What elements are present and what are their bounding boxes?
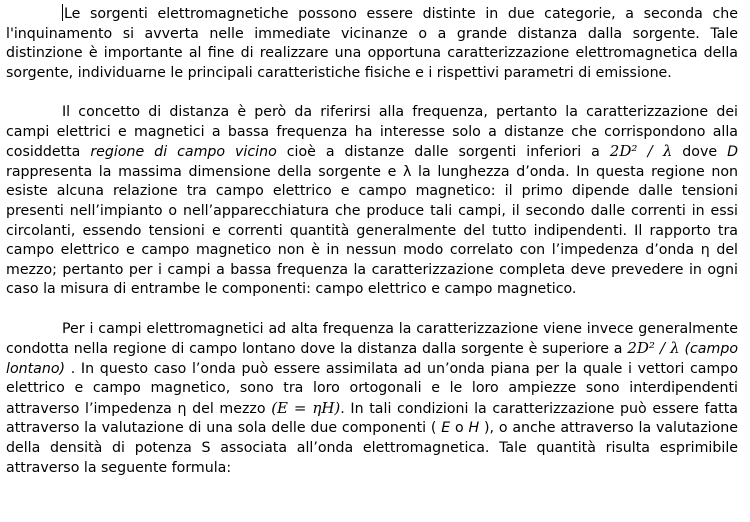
p3-text-1: Per i campi elettromagnetici ad alta frequenza la caratterizzazione viene invece generalmente condotta nella regione di campo lontano dove la distanza dalla sorgente è superiore a xyxy=(6,320,738,358)
p3-symbol-H: H xyxy=(468,420,480,437)
p2-text-4: rappresenta la massima dimensione della sorgente e λ la lunghezza d’onda. In questa regione non esiste alcuna relazione tra campo elettrico e campo magnetico: il primo dipende dalle tensioni presenti nell’impianto o nell’apparecchiatura che produce tali campi, il secondo dalle correnti in essi circolanti, essendo tensioni e correnti quantità generalmente del tutto indipendenti. Il rapporto tra campo elettrico e campo magnetico non è in nessun modo correlato con l’impedenza d’onda η del mezzo; pertanto per i campi a bassa frequenza la caratterizzazione completa deve prevedere in ogni caso la misura di entrambe le componenti: campo elettrico e campo magnetico. xyxy=(6,163,738,298)
paragraph-far-field xyxy=(6,320,738,479)
p2-term-near-field: regione di campo vicino xyxy=(90,144,277,161)
text-cursor xyxy=(62,4,63,21)
paragraph-gap xyxy=(6,83,738,103)
p3-formula-distance: 2D² / λ xyxy=(627,339,680,358)
p3-text-2: . In questo caso l’onda può essere assimilata ad un’onda piana per la quale i vettori campo elettrico e campo magnetico, sono tra loro ortogonali e le loro ampiezze sono interdipendenti attraverso l’impedenza η del mezzo xyxy=(6,360,738,417)
document-page xyxy=(6,4,738,478)
paragraph-near-field xyxy=(6,103,738,300)
p3-term-far-field: (campo lontano) xyxy=(6,341,739,377)
p3-symbol-E: E xyxy=(441,420,451,437)
p3-formula-impedance: (E = ηH) xyxy=(271,398,341,417)
p3-text-3: . In tali condizioni la caratterizzazione può essere fatta attraverso la valutazione di una sola delle due componenti ( xyxy=(6,400,738,437)
paragraph-gap xyxy=(6,300,738,320)
p3-text-5: ), o anche attraverso la valutazione della densità di potenza S associata all’onda elettromagnetica. Tale quantità risulta esprimibile attraverso la seguente formula: xyxy=(6,420,739,476)
p2-text-3: dove xyxy=(672,144,728,161)
p3-text-4: o xyxy=(450,420,469,437)
p2-text-1: Il concetto di distanza è però da riferirsi alla frequenza, pertanto la caratterizzazione dei campi elettrici e magnetici a bassa frequenza ha interesse solo a distanze che corrispondono alla cosiddetta xyxy=(6,103,738,161)
p2-text-2: cioè a distanze dalle sorgenti inferiori a xyxy=(276,144,610,161)
paragraph-1-text: Le sorgenti elettromagnetiche possono essere distinte in due categorie, a seconda che l'inquinamento si avverta nelle immediate vicinanze o a grande distanza dalla sorgente. Tale distinzione è importante al fine di realizzare una opportuna caratterizzazione elettromagnetica della sorgente, individuarne le principali caratteristiche fisiche e i rispettivi parametri di emissione. xyxy=(6,6,738,81)
p2-symbol-D: D xyxy=(727,144,738,161)
p2-formula-distance: 2D² / λ xyxy=(609,142,673,161)
paragraph-sources xyxy=(6,4,738,83)
